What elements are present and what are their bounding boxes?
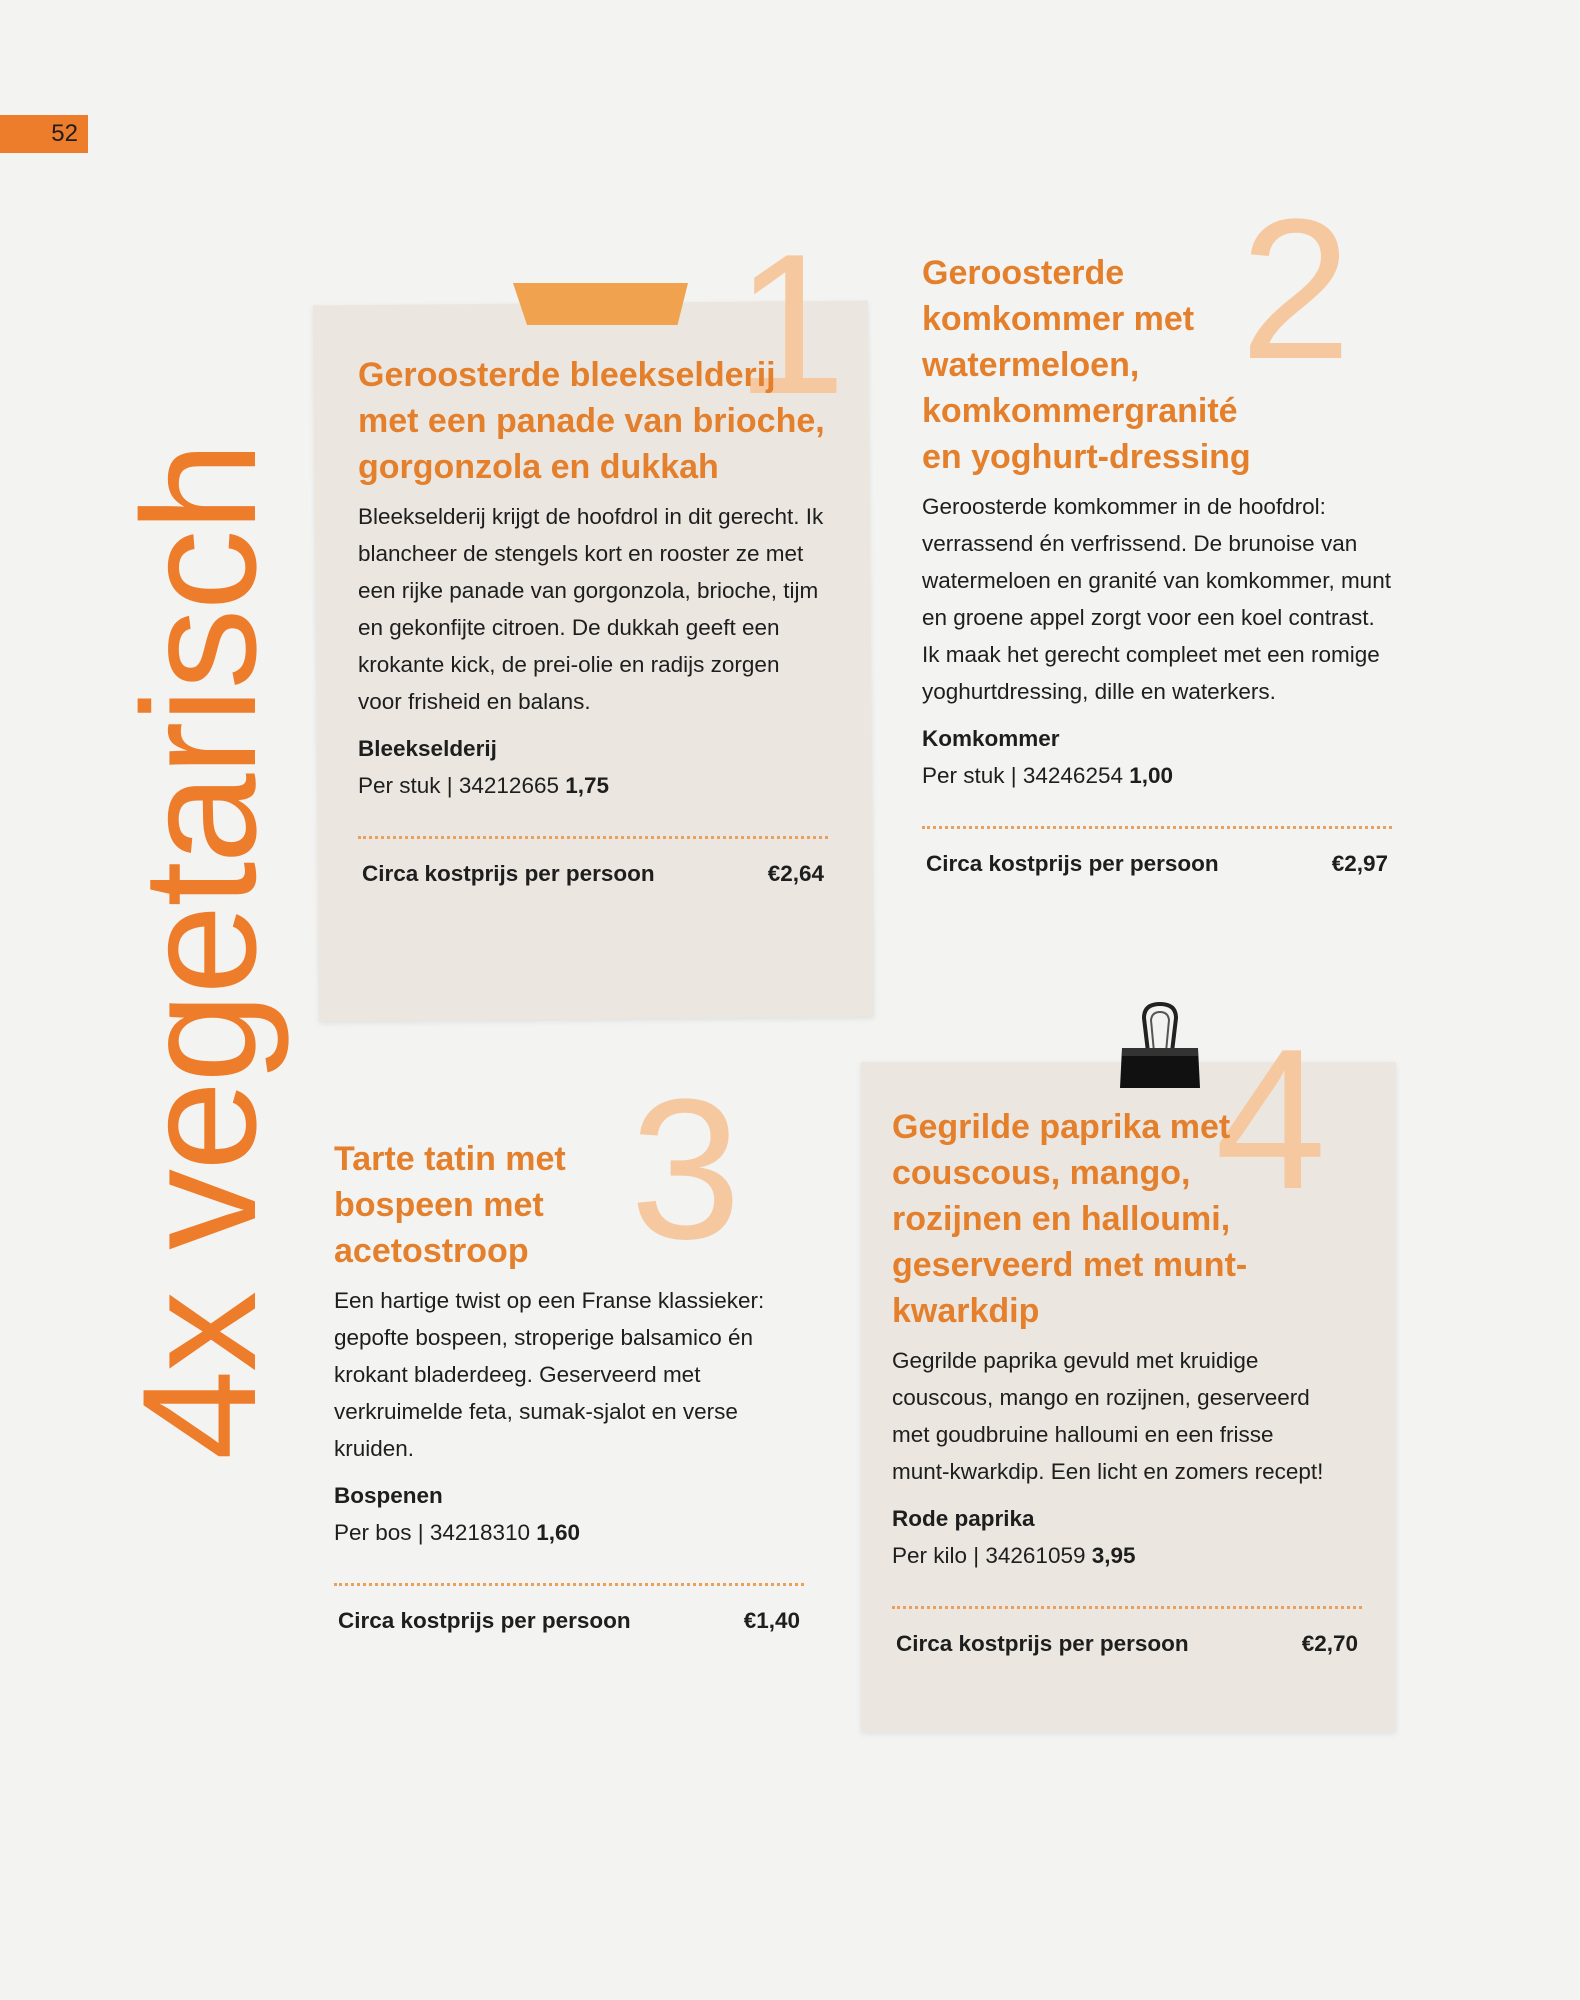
ingredient-price (892, 1537, 1362, 1574)
recipe-1 (358, 352, 828, 887)
recipe-number: 3 (630, 1058, 742, 1281)
recipe-4 (892, 1104, 1362, 1657)
recipe-title: Gegrilde paprika met couscous, mango, rozijnen en halloumi, geserveerd met munt-kwarkdip (892, 1108, 1248, 1330)
cost-value: €1,40 (743, 1608, 800, 1633)
recipe-description: Gegrilde paprika gevuld met kruidige couscous, mango en rozijnen, geserveerd met goudbruine halloumi en een frisse munt-kwarkdip. Een licht en zomers recept! (892, 1348, 1324, 1484)
price: 3,95 (1091, 1543, 1136, 1568)
ingredient-name: Rode paprika (892, 1506, 1035, 1531)
divider (358, 836, 828, 839)
cost-per-person (892, 1631, 1362, 1657)
ingredient-price (358, 767, 828, 804)
recipe-number: 4 (1215, 1008, 1327, 1231)
divider (922, 826, 1392, 829)
divider (892, 1606, 1362, 1609)
cost-label: Circa kostprijs per persoon (896, 1631, 1189, 1656)
section-title: 4x vegetarisch (109, 443, 290, 1460)
ingredient-name: Komkommer (922, 726, 1060, 751)
recipe-title: Geroosterde bleekselderij met een panade van brioche, gorgonzola en dukkah (358, 356, 825, 486)
unit-article: Per stuk | 34212665 (358, 773, 559, 798)
ingredient-price (334, 1514, 804, 1551)
unit-article: Per stuk | 34246254 (922, 763, 1123, 788)
recipe-description: Een hartige twist op een Franse klassieker: gepofte bospeen, stroperige balsamico én krokant bladerdeeg. Geserveerd met verkruimelde feta, sumak-sjalot en verse kruiden. (334, 1288, 765, 1461)
ingredient-price (922, 757, 1392, 794)
recipe-number: 2 (1240, 178, 1352, 401)
divider (334, 1583, 804, 1586)
recipe-description: Geroosterde komkommer in de hoofdrol: verrassend én verfrissend. De brunoise van watermeloen en granité van komkommer, munt en groene appel zorgt voor een koel contrast. Ik maak het gerecht compleet met een romige yoghurtdressing, dille en waterkers. (922, 494, 1391, 704)
cost-value: €2,70 (1301, 1631, 1358, 1656)
cost-label: Circa kostprijs per persoon (362, 861, 655, 886)
cost-per-person (334, 1608, 804, 1634)
unit-article: Per kilo | 34261059 (892, 1543, 1086, 1568)
price: 1,75 (565, 773, 610, 798)
recipe-title: Tarte tatin met bospeen met acetostroop (334, 1140, 566, 1270)
ingredient-name: Bospenen (334, 1483, 443, 1508)
cost-per-person (358, 861, 828, 887)
recipe-2 (922, 250, 1392, 877)
cost-value: €2,64 (767, 861, 824, 886)
cost-label: Circa kostprijs per persoon (338, 1608, 631, 1633)
cost-value: €2,97 (1331, 851, 1388, 876)
recipe-description: Bleekselderij krijgt de hoofdrol in dit gerecht. Ik blancheer de stengels kort en rooster ze met een rijke panade van gorgonzola, brioche, tijm en gekonfijte citroen. De dukkah geeft een krokante kick, de prei-olie en radijs zorgen voor frisheid en balans. (358, 504, 824, 714)
cost-per-person (922, 851, 1392, 877)
tape-decoration (513, 283, 688, 325)
recipe-3 (334, 1136, 804, 1634)
page-number: 52 (0, 115, 88, 153)
price: 1,60 (536, 1520, 581, 1545)
recipe-title: Geroosterde komkommer met watermeloen, komkommergranité en yoghurt-dressing (922, 254, 1251, 476)
unit-article: Per bos | 34218310 (334, 1520, 530, 1545)
recipe-number: 1 (735, 213, 847, 436)
cost-label: Circa kostprijs per persoon (926, 851, 1219, 876)
binder-clip-icon (1118, 1000, 1202, 1092)
ingredient-name: Bleekselderij (358, 736, 497, 761)
price: 1,00 (1129, 763, 1174, 788)
